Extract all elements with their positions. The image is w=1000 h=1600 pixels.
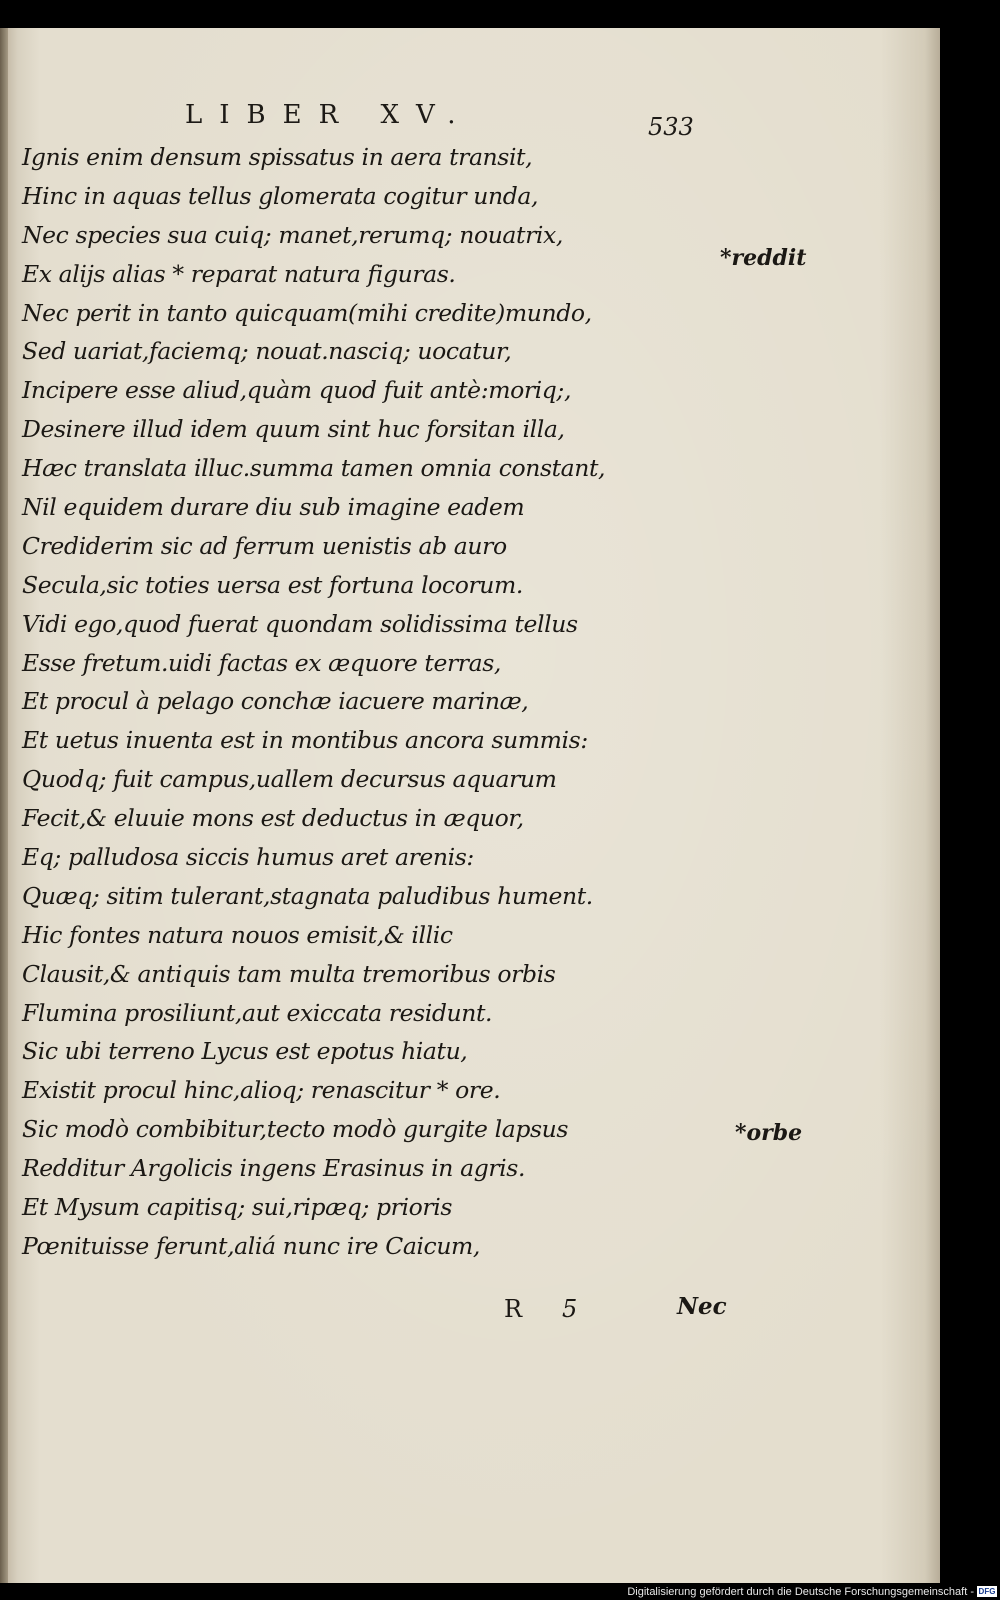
verse-line: Sic ubi terreno Lycus est epotus hiatu, <box>22 1037 468 1066</box>
marginal-note-reddit: *reddit <box>720 245 807 271</box>
dfg-logo-icon: DFG <box>978 1587 996 1596</box>
verse-line: Nil equidem durare diu sub imagine eadem <box>22 493 525 522</box>
marginal-note-orbe: *orbe <box>735 1120 803 1146</box>
running-head: LIBER XV. <box>185 100 473 130</box>
verse-line: Et uetus inuenta est in montibus ancora summis: <box>22 726 588 755</box>
verse-line: Et procul à pelago conchæ iacuere marinæ, <box>22 687 529 716</box>
verse-line: Secula,sic toties uersa est fortuna locorum. <box>22 570 523 599</box>
verse-line: Sic modò combibitur,tecto modò gurgite lapsus <box>22 1115 569 1144</box>
verse-line: Eq; palludosa siccis humus aret arenis: <box>22 843 474 872</box>
verse-text <box>22 138 642 1266</box>
verse-line: Esse fretum.uidi factas ex æquore terras, <box>22 648 501 677</box>
verse-line: Pœnituisse ferunt,aliá nunc ire Caicum, <box>22 1231 481 1260</box>
footer-bar <box>0 1583 1000 1600</box>
signature-mark: R <box>504 1295 523 1323</box>
catchword: Nec <box>677 1293 727 1320</box>
verse-line: Hæc translata illuc.summa tamen omnia constant, <box>22 454 606 483</box>
verse-line: Clausit,& antiquis tam multa tremoribus orbis <box>22 959 556 988</box>
verse-line: Nec species sua cuiq; manet,rerumq; nouatrix, <box>22 220 563 249</box>
verse-line: Quæq; sitim tulerant,stagnata paludibus hument. <box>22 881 593 910</box>
verse-line: Flumina prosiliunt,aut exiccata residunt. <box>22 998 493 1027</box>
verse-line: Nec perit in tanto quicquam(mihi credite)mundo, <box>22 298 592 327</box>
verse-line: Ignis enim densum spissatus in aera transit, <box>22 143 533 171</box>
funding-credit: Digitalisierung gefördert durch die Deutsche Forschungsgemeinschaft - <box>627 1586 974 1598</box>
verse-line: Hic fontes natura nouos emisit,& illic <box>22 920 453 949</box>
verse-line: Fecit,& eluuie mons est deductus in æquor, <box>22 804 524 833</box>
binding-gutter <box>0 28 8 1583</box>
verse-line: Existit procul hinc,alioq; renascitur * ore. <box>22 1076 501 1105</box>
verse-line: Incipere esse aliud,quàm quod fuit antè:moriq;, <box>22 376 572 405</box>
verse-line: Hinc in aquas tellus glomerata cogitur unda, <box>22 181 539 210</box>
signature-number: 5 <box>562 1295 578 1323</box>
verse-line: Desinere illud idem quum sint huc forsitan illa, <box>22 415 565 444</box>
verse-line: Et Mysum capitisq; sui,ripæq; prioris <box>22 1193 452 1222</box>
page-number: 533 <box>648 113 694 141</box>
verse-line: Redditur Argolicis ingens Erasinus in agris. <box>22 1154 526 1183</box>
verse-line: Vidi ego,quod fuerat quondam solidissima tellus <box>22 609 578 638</box>
verse-line: Quodq; fuit campus,uallem decursus aquarum <box>22 765 557 794</box>
verse-line: Ex alijs alias * reparat natura figuras. <box>22 259 456 288</box>
verse-line: Crediderim sic ad ferrum uenistis ab auro <box>22 531 507 560</box>
verse-line: Sed uariat,faciemq; nouat.nasciq; uocatur, <box>22 337 512 366</box>
